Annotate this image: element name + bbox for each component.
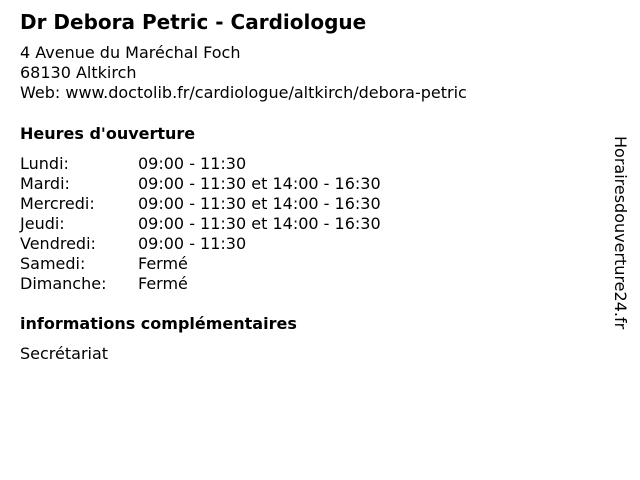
page-title: Dr Debora Petric - Cardiologue [20,10,367,34]
day-label: Samedi: [20,254,86,273]
day-label: Lundi: [20,154,69,173]
site-watermark: Horairesdouverture24.fr [611,136,630,330]
time-value: 09:00 - 11:30 [138,234,247,253]
info-text: Secrétariat [20,344,109,363]
info-heading: informations complémentaires [20,314,297,333]
day-label: Mercredi: [20,194,95,213]
time-value: 09:00 - 11:30 et 14:00 - 16:30 [138,174,381,193]
address-city: 68130 Altkirch [20,63,137,82]
time-value: Fermé [138,274,188,293]
time-value: 09:00 - 11:30 [138,154,247,173]
address-street: 4 Avenue du Maréchal Foch [20,43,241,62]
time-value: 09:00 - 11:30 et 14:00 - 16:30 [138,194,381,213]
day-label: Vendredi: [20,234,96,253]
day-label: Jeudi: [20,214,65,233]
hours-heading: Heures d'ouverture [20,124,196,143]
address-block [20,43,467,103]
day-label: Mardi: [20,174,70,193]
time-value: 09:00 - 11:30 et 14:00 - 16:30 [138,214,381,233]
day-label: Dimanche: [20,274,107,293]
address-web[interactable]: Web: www.doctolib.fr/cardiologue/altkirch/debora-petric [20,83,467,102]
time-value: Fermé [138,254,188,273]
